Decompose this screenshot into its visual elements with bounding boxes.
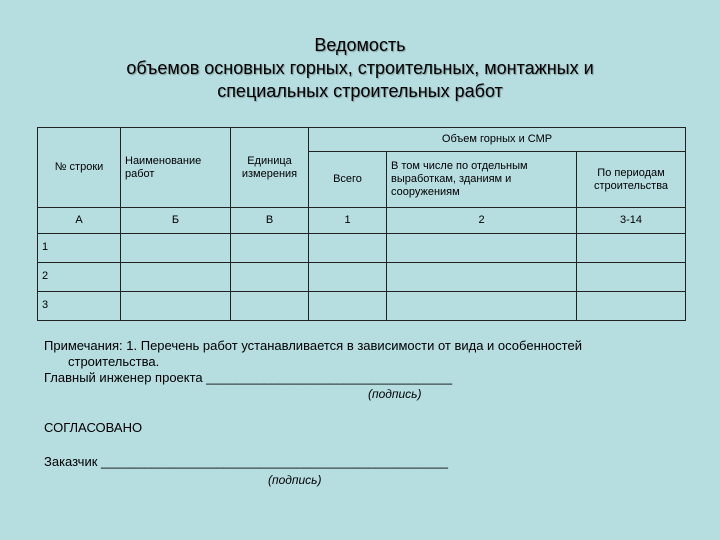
header-row-number: № строки (38, 128, 121, 208)
signature-caption-2: (подпись) (268, 473, 322, 487)
chief-engineer-line: Главный инженер проекта __________________________________ (44, 370, 453, 385)
code-cell: 1 (309, 208, 387, 233)
statement-table (37, 127, 686, 321)
code-cell: В (231, 208, 309, 233)
note-line-2: строительства. (68, 354, 160, 369)
header-total: Всего (309, 152, 387, 208)
table-row (38, 233, 686, 262)
row-number: 3 (38, 291, 121, 320)
code-cell: А (38, 208, 121, 233)
row-number: 1 (38, 233, 121, 262)
header-periods: По периодам строительства (577, 152, 686, 208)
title-line-2: объемов основных горных, строительных, монтажных и (126, 58, 594, 78)
code-cell: 2 (387, 208, 577, 233)
signature-caption-1: (подпись) (368, 387, 422, 401)
table-row (38, 262, 686, 291)
code-cell: 3-14 (577, 208, 686, 233)
table-row (38, 291, 686, 320)
header-unit: Единица измерения (231, 128, 309, 208)
title-line-1: Ведомость (314, 35, 406, 55)
note-line-1: Примечания: 1. Перечень работ устанавливается в зависимости от вида и особенностей (44, 338, 582, 353)
header-including: В том числе по отдельным выработкам, зданиям и сооружениям (387, 152, 577, 208)
customer-line: Заказчик ________________________________________________ (44, 454, 449, 469)
code-row (38, 208, 686, 233)
code-cell: Б (121, 208, 231, 233)
title-line-3: специальных строительных работ (217, 81, 503, 101)
row-number: 2 (38, 262, 121, 291)
document-title (40, 34, 680, 103)
agreed-label: СОГЛАСОВАНО (44, 420, 143, 435)
header-volume-group: Объем горных и СМР (309, 128, 686, 152)
header-work-name: Наименование работ (121, 128, 231, 208)
